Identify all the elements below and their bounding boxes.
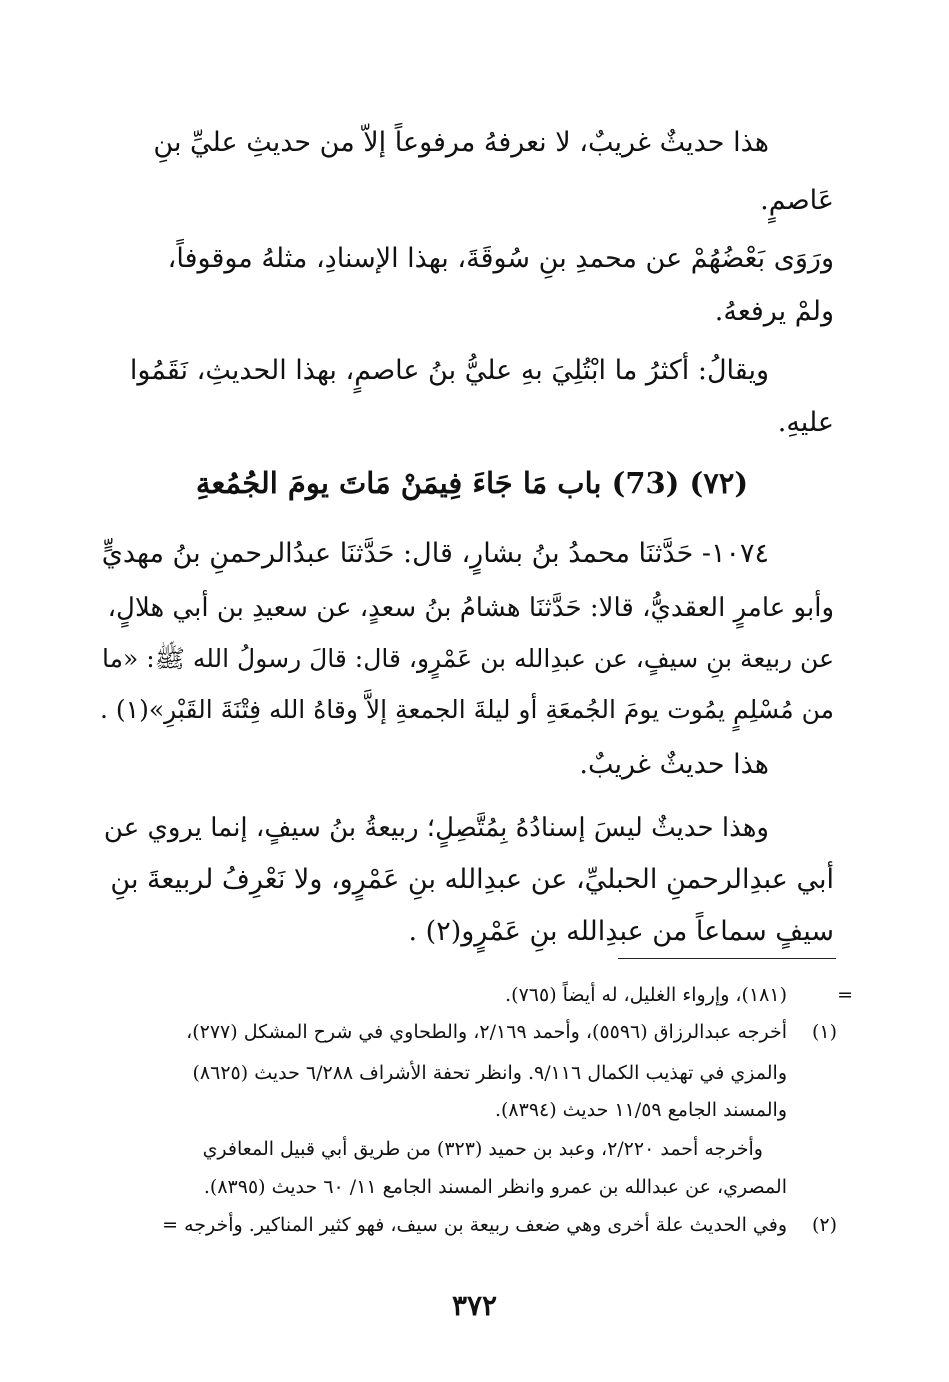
footnote-line: والمسند الجامع ١١/٥٩ حديث (٨٣٩٤). (494, 1099, 787, 1121)
footnote-marker: (١) (811, 1021, 837, 1043)
hadith-line: وأبو عامرٍ العقديُّ، قالا: حَدَّثنَا هشامُ بنُ سعدٍ، عن سعيدِ بن أبي هلالٍ، (107, 593, 834, 623)
commentary-line: وهذا حديثٌ ليسَ إسنادُهُ بِمُتَّصِلٍ؛ ربيعةُ بنُ سيفٍ، إنما يروي عن (103, 813, 769, 843)
footnote-continuation-mark: = (837, 984, 853, 1006)
verdict-line: هذا حديثٌ غريبٌ. (579, 749, 769, 780)
commentary-line: سيفٍ سماعاً من عبدِالله بنِ عَمْرٍو(٢) . (408, 916, 834, 947)
body-line: عَاصمٍ. (760, 185, 834, 216)
footnote-line: والمزي في تهذيب الكمال ٩/١١٦. وانظر تحفة الأشراف ٦/٢٨٨ حديث (٨٦٢٥) (192, 1062, 787, 1084)
commentary-line: أبي عبدِالرحمنِ الحبليِّ، عن عبدِالله بنِ عَمْرٍو، ولا نَعْرِفُ لربيعةَ بنِ (110, 864, 834, 895)
footnote-line: (١٨١)، وإرواء الغليل، له أيضاً (٧٦٥). (505, 984, 787, 1006)
body-line: ولمْ يرفعهُ. (714, 296, 834, 327)
footnote-divider (618, 958, 836, 959)
section-heading: (٧٢) (73) باب مَا جَاءَ فِيمَنْ مَاتَ يومَ الجُمُعةِ (195, 466, 749, 500)
footnote-line: وأخرجه أحمد ٢/٢٢٠، وعبد بن حميد (٣٢٣) من طريق أبي قبيل المعافري (202, 1138, 763, 1160)
page-number: ٣٧٢ (451, 1289, 498, 1322)
hadith-line: من مُسْلِمٍ يمُوت يومَ الجُمعَةِ أو ليلةَ الجمعةِ إلاَّ وقاهُ الله فِتْنَةَ القَبْرِ»(١) . (99, 695, 834, 724)
body-line: ويقالُ: أكثرُ ما ابْتُلِيَ بهِ عليُّ بنُ عاصمٍ، بهذا الحديثِ، نَقَمُوا (129, 355, 769, 386)
footnote-line: أخرجه عبدالرزاق (٥٥٩٦)، وأحمد ٢/١٦٩، والطحاوي في شرح المشكل (٢٧٧)، (186, 1021, 787, 1043)
footnote-marker: (٢) (811, 1214, 837, 1236)
hadith-line: ١٠٧٤- حَدَّثنَا محمدُ بنُ بشارٍ، قال: حَدَّثنَا عبدُالرحمنِ بنُ مهديٍّ (101, 538, 769, 569)
footnote-line: وفي الحديث علة أخرى وهي ضعف ربيعة بن سيف، فهو كثير المناكير. وأخرجه = (162, 1214, 787, 1236)
body-line: عليهِ. (777, 407, 834, 438)
footnote-line: المصري، عن عبدالله بن عمرو وانظر المسند الجامع ١١/ ٦٠ حديث (٨٣٩٥). (203, 1176, 787, 1198)
hadith-line: عن ربيعة بنِ سيفٍ، عن عبدِالله بن عَمْرٍو، قال: قالَ رسولُ الله ﷺ: «ما (102, 644, 834, 673)
body-line: هذا حديثٌ غريبٌ، لا نعرفهُ مرفوعاً إلاّ من حديثِ عليِّ بنِ (153, 127, 769, 158)
body-line: ورَوَى بَعْضُهُمْ عن محمدِ بنِ سُوقَةَ، بهذا الإسنادِ، مثلهُ موقوفاً، (167, 243, 834, 274)
